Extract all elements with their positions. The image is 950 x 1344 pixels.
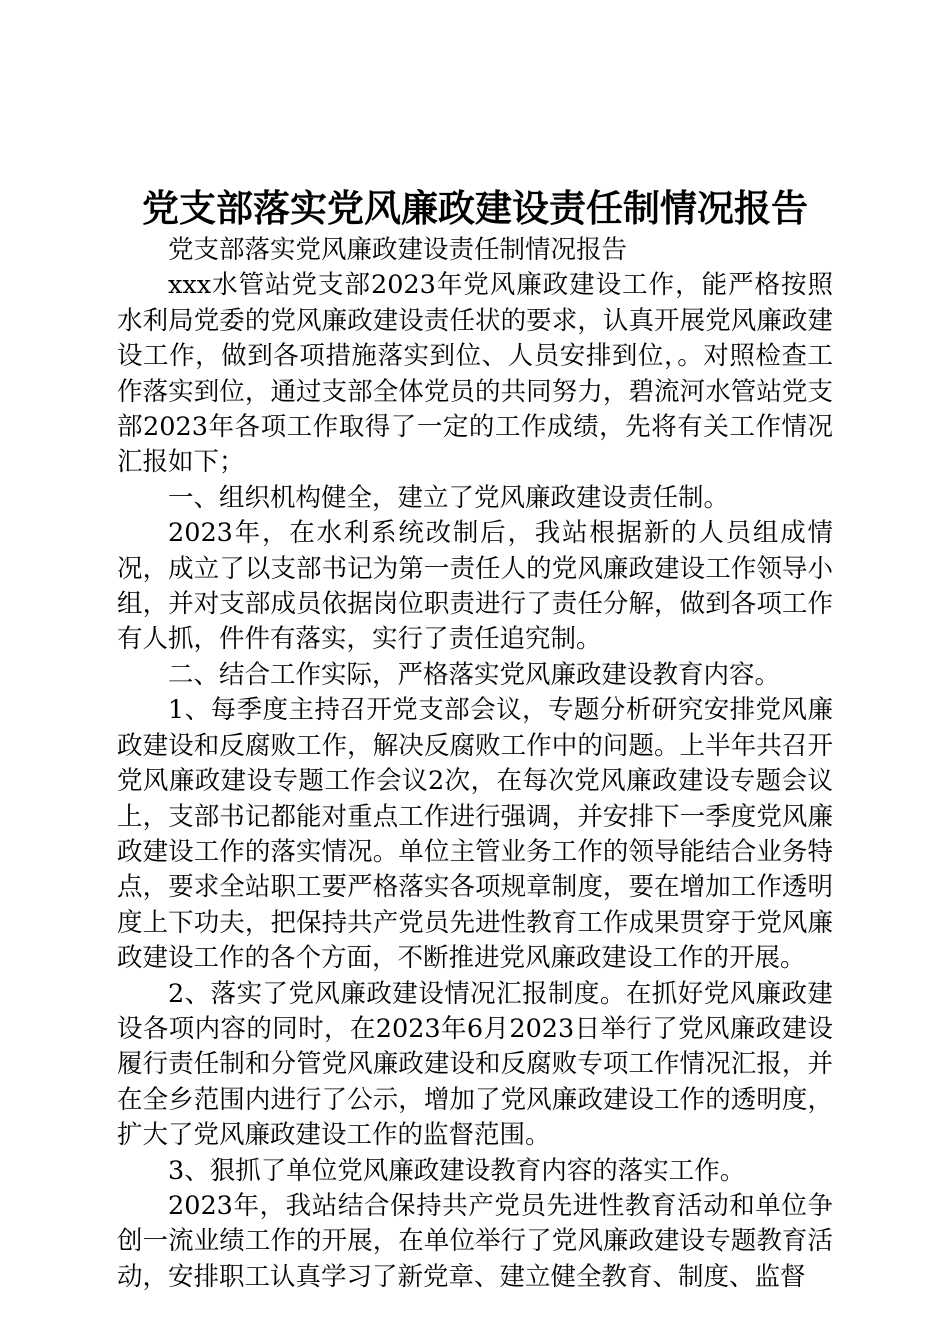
document-title: 党支部落实党风廉政建设责任制情况报告 <box>142 186 808 230</box>
paragraph-subtitle: 党支部落实党风廉政建设责任制情况报告 <box>168 235 628 265</box>
section-heading-1: 一、组织机构健全，建立了党风廉政建设责任制。 <box>168 482 730 513</box>
document-body <box>117 233 833 1295</box>
paragraph: 2023年，我站结合保持共产党员先进性教育活动和单位争创一流业绩工作的开展，在单位举行了党风廉政建设专题教育活动，安排职工认真学习了新党章、建立健全教育、制度、监督 <box>117 1190 833 1292</box>
paragraph: 2、落实了党风廉政建设情况汇报制度。在抓好党风廉政建设各项内容的同时，在2023年6月2023日举行了党风廉政建设履行责任制和分管党风廉政建设和反腐败专项工作情况汇报，并在全乡范围内进行了公示，增加了党风廉政建设工作的透明度，扩大了党风廉政建设工作的监督范围。 <box>117 978 833 1151</box>
section-heading-2: 二、结合工作实际，严格落实党风廉政建设教育内容。 <box>168 659 781 690</box>
paragraph-intro: xxx水管站党支部2023年党风廉政建设工作，能严格按照水利局党委的党风廉政建设责任状的要求，认真开展党风廉政建设工作，做到各项措施落实到位、人员安排到位，。对照检查工作落实到位，通过支部全体党员的共同努力，碧流河水管站党支部2023年各项工作取得了一定的工作成绩，先将有关工作情况汇报如下； <box>117 270 833 478</box>
paragraph: 2023年，在水利系统改制后，我站根据新的人员组成情况，成立了以支部书记为第一责任人的党风廉政建设工作领导小组，并对支部成员依据岗位职责进行了责任分解，做到各项工作有人抓，件件有落实，实行了责任追究制。 <box>117 518 833 655</box>
paragraph: 3、狠抓了单位党风廉政建设教育内容的落实工作。 <box>168 1155 746 1186</box>
paragraph: 1、每季度主持召开党支部会议，专题分析研究安排党风廉政建设和反腐败工作，解决反腐败工作中的问题。上半年共召开党风廉政建设专题工作会议2次，在每次党风廉政建设专题会议上，支部书记都能对重点工作进行强调，并安排下一季度党风廉政建设工作的落实情况。单位主管业务工作的领导能结合业务特点，要求全站职工要严格落实各项规章制度，要在增加工作透明度上下功夫，把保持共产党员先进性教育工作成果贯穿于党风廉政建设工作的各个方面，不断推进党风廉政建设工作的开展。 <box>117 695 833 974</box>
